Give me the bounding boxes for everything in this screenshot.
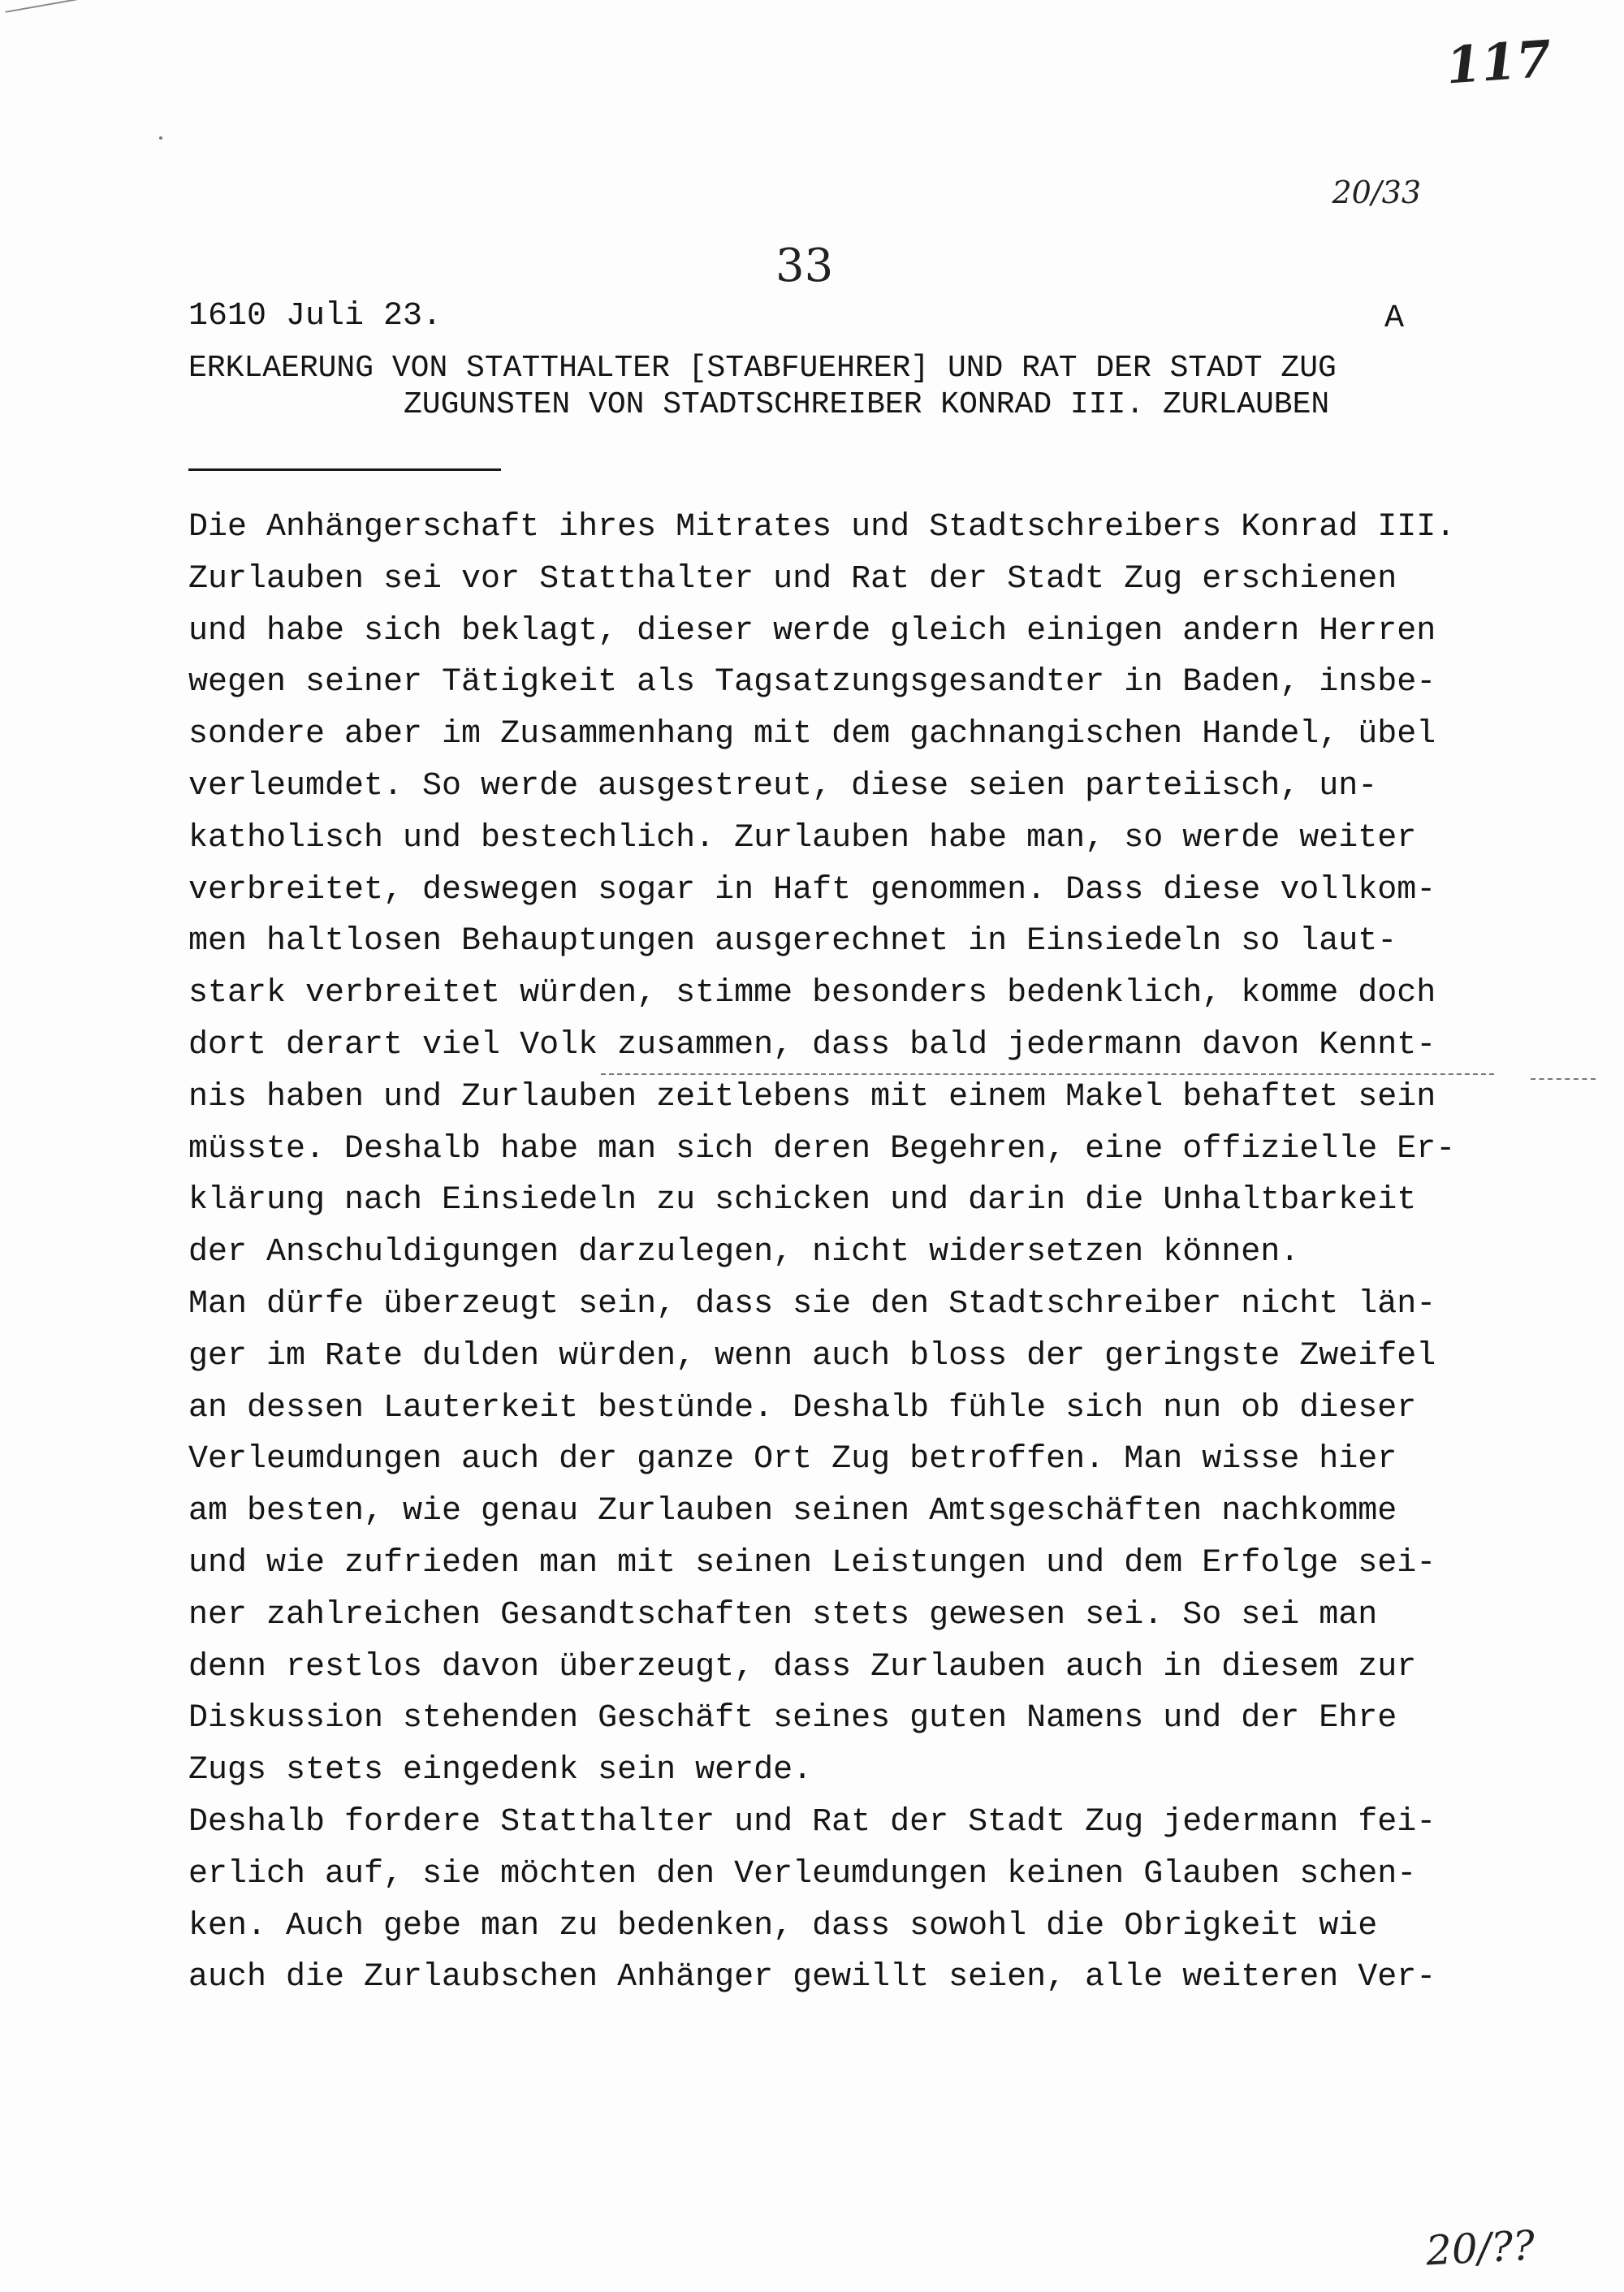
body-line: am besten, wie genau Zurlauben seinen Amtsgeschäften nachkomme <box>188 1493 1397 1530</box>
body-line: Zurlauben sei vor Statthalter und Rat der Stadt Zug erschienen <box>188 560 1397 598</box>
body-line: Man dürfe überzeugt sein, dass sie den Stadtschreiber nicht län- <box>188 1285 1436 1323</box>
document-title-line-1: ERKLAERUNG VON STATTHALTER [STABFUEHRER] UND RAT DER STADT ZUG <box>188 351 1337 386</box>
body-line: und wie zufrieden man mit seinen Leistungen und dem Erfolge sei- <box>188 1544 1436 1582</box>
body-line: klärung nach Einsiedeln zu schicken und darin die Unhaltbarkeit <box>188 1182 1417 1219</box>
body-line: und habe sich beklagt, dieser werde gleich einigen andern Herren <box>188 612 1436 650</box>
body-line: ger im Rate dulden würden, wenn auch bloss der geringste Zweifel <box>188 1337 1436 1375</box>
body-line: verleumdet. So werde ausgestreut, diese seien parteiisch, un- <box>188 767 1378 805</box>
body-line: müsste. Deshalb habe man sich deren Begehren, eine offizielle Er- <box>188 1130 1456 1168</box>
body-line: nis haben und Zurlauben zeitlebens mit einem Makel behaftet sein <box>188 1078 1436 1116</box>
body-line: dort derart viel Volk zusammen, dass bald jedermann davon Kennt- <box>188 1026 1436 1064</box>
body-line: Verleumdungen auch der ganze Ort Zug betroffen. Man wisse hier <box>188 1441 1397 1478</box>
body-line: verbreitet, deswegen sogar in Haft genommen. Dass diese vollkom- <box>188 871 1436 909</box>
title-divider <box>188 468 501 471</box>
document-number: 33 <box>775 240 834 292</box>
body-line: Zugs stets eingedenk sein werde. <box>188 1752 813 1789</box>
body-text <box>188 502 1504 2004</box>
handwritten-folio-number: 117 <box>1444 28 1553 96</box>
document-title-line-2: ZUGUNSTEN VON STADTSCHREIBER KONRAD III. ZURLAUBEN <box>404 387 1330 422</box>
body-line: erlich auf, sie möchten den Verleumdungen keinen Glauben schen- <box>188 1855 1417 1893</box>
corner-scan-mark <box>6 0 78 13</box>
handwritten-page-stamp: 20/?? <box>1424 2221 1536 2275</box>
scan-artifact-line <box>601 1073 1494 1075</box>
body-line: Diskussion stehenden Geschäft seines guten Namens und der Ehre <box>188 1700 1397 1737</box>
document-date: 1610 Juli 23. <box>188 298 443 335</box>
body-line: Die Anhängerschaft ihres Mitrates und Stadtschreibers Konrad III. <box>188 509 1456 546</box>
body-line: katholisch und bestechlich. Zurlauben habe man, so werde weiter <box>188 819 1417 857</box>
body-line: men haltlosen Behauptungen ausgerechnet in Einsiedeln so laut- <box>188 923 1397 960</box>
body-line: auch die Zurlaubschen Anhänger gewillt seien, alle weiteren Ver- <box>188 1959 1436 1996</box>
body-line: ken. Auch gebe man zu bedenken, dass sowohl die Obrigkeit wie <box>188 1907 1378 1945</box>
scan-dot-mark <box>159 136 162 140</box>
body-line: an dessen Lauterkeit bestünde. Deshalb fühle sich nun ob dieser <box>188 1389 1417 1427</box>
archive-reference: 20/33 <box>1332 175 1421 210</box>
body-line: wegen seiner Tätigkeit als Tagsatzungsgesandter in Baden, insbe- <box>188 664 1436 701</box>
body-line: denn restlos davon überzeugt, dass Zurlauben auch in diesem zur <box>188 1648 1417 1686</box>
body-line: stark verbreitet würden, stimme besonders bedenklich, komme doch <box>188 975 1436 1012</box>
body-line: sondere aber im Zusammenhang mit dem gachnangischen Handel, übel <box>188 716 1436 753</box>
document-version-letter: A <box>1384 300 1405 337</box>
scan-artifact-line <box>1531 1078 1596 1080</box>
body-line: der Anschuldigungen darzulegen, nicht widersetzen können. <box>188 1234 1300 1271</box>
body-line: ner zahlreichen Gesandtschaften stets gewesen sei. So sei man <box>188 1596 1378 1634</box>
body-line: Deshalb fordere Statthalter und Rat der Stadt Zug jedermann fei- <box>188 1803 1436 1841</box>
